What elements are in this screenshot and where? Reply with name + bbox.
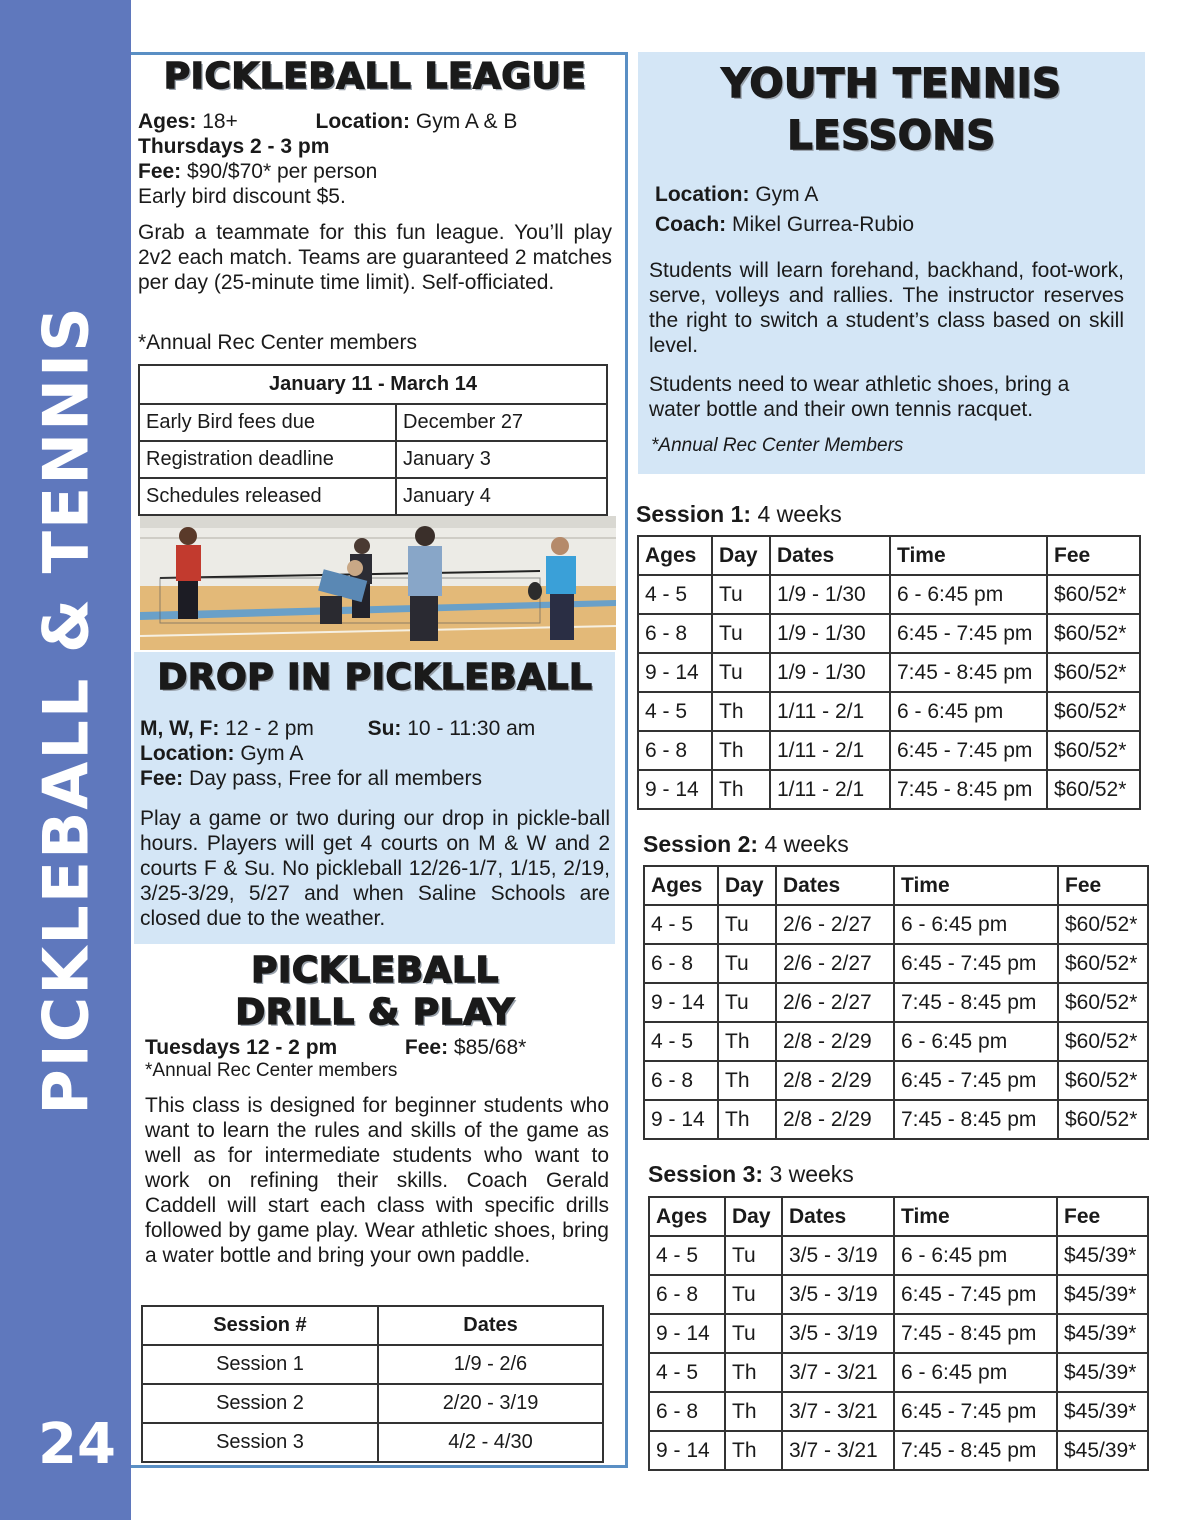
tennis-description-1: Students will learn forehand, backhand, foot-work, serve, volleys and rallies. The instructor reserves the right to switch a student’s class based on skill level.: [649, 259, 1124, 357]
tennis-coach-value: Mikel Gurrea-Rubio: [732, 213, 915, 236]
page-number: 24: [38, 1412, 116, 1477]
dropin-info: [140, 716, 610, 791]
table-row: Early Bird fees due December 27: [139, 404, 607, 441]
session-1-table: Ages Day Dates Time Fee 4 - 5 Tu 1/9 - 1/30 6 - 6:45 pm $60/52* 6 - 8 Tu 1/9 - 1/30 6:45 - 7:45 pm $60/52* 9 - 14 Tu 1/9 - 1/30 7:45 - 8:45 pm $60/52* 4 - 5 Th 1/11 - 2/1 6 - 6:45 pm $60/52* 6 - 8 Th 1/11 - 2/1 6:45 - 7:45 pm $60/52* 9 - 14 Th 1/11 - 2/1 7:45 - 8:45 pm $60/52*: [637, 535, 1141, 810]
table-row: 6 - 8 Th 3/7 - 3/21 6:45 - 7:45 pm $45/39*: [649, 1392, 1148, 1431]
table-row: Session 3 4/2 - 4/30: [142, 1423, 603, 1462]
ages-label: Ages:: [138, 110, 197, 133]
session-2-table: Ages Day Dates Time Fee 4 - 5 Tu 2/6 - 2/27 6 - 6:45 pm $60/52* 6 - 8 Tu 2/6 - 2/27 6:45 - 7:45 pm $60/52* 9 - 14 Tu 2/6 - 2/27 7:45 - 8:45 pm $60/52* 4 - 5 Th 2/8 - 2/29 6 - 6:45 pm $60/52* 6 - 8 Th 2/8 - 2/29 6:45 - 7:45 pm $60/52* 9 - 14 Th 2/8 - 2/29 7:45 - 8:45 pm $60/52*: [643, 865, 1149, 1140]
dropin-description: Play a game or two during our drop in pickle-ball hours. Players will get 4 courts on M & W and 2 courts F & Su. No pickleball 12/26-1/7, 1/15, 2/19, 3/25-3/29, 5/27 and when Saline Schools are closed due to the weather.: [140, 807, 610, 930]
dropin-fee-value: Day pass, Free for all members: [189, 767, 482, 790]
table-row: 4 - 5 Th 3/7 - 3/21 6 - 6:45 pm $45/39*: [649, 1353, 1148, 1392]
table-row: 9 - 14 Tu 2/6 - 2/27 7:45 - 8:45 pm $60/52*: [644, 983, 1148, 1022]
table-row: 6 - 8 Th 2/8 - 2/29 6:45 - 7:45 pm $60/52*: [644, 1061, 1148, 1100]
dropin-sun-label: Su:: [367, 717, 402, 740]
drill-title: PICKLEBALL DRILL & PLAY: [235, 950, 515, 1033]
drill-schedule: Tuesdays 12 - 2 pm: [145, 1036, 338, 1059]
session-2-heading: Session 2: 4 weeks: [643, 831, 849, 857]
fee-label: Fee:: [138, 160, 182, 183]
league-description: Grab a teammate for this fun league. You’ll play 2v2 each match. Teams are guaranteed 2 matches per day (25-minute time limit). Self-officiated.: [138, 221, 612, 294]
session-3-heading: Session 3: 3 weeks: [648, 1161, 854, 1187]
table-row: 6 - 8 Th 1/11 - 2/1 6:45 - 7:45 pm $60/52*: [638, 731, 1140, 770]
league-info: [138, 109, 612, 209]
drill-fee-value: $85/68*: [453, 1036, 527, 1059]
sidebar: [0, 0, 131, 1520]
table-row: 4 - 5 Tu 1/9 - 1/30 6 - 6:45 pm $60/52*: [638, 575, 1140, 614]
dropin-sun-value: 10 - 11:30 am: [407, 717, 536, 740]
tennis-location-value: Gym A: [755, 183, 819, 206]
tennis-coach-label: Coach:: [655, 213, 727, 236]
table-row: 9 - 14 Th 1/11 - 2/1 7:45 - 8:45 pm $60/52*: [638, 770, 1140, 809]
dropin-title: DROP IN PICKLEBALL: [157, 657, 593, 698]
dropin-fee-label: Fee:: [140, 767, 184, 790]
tennis-title: YOUTH TENNIS LESSONS: [721, 61, 1062, 159]
drill-info: [145, 1035, 610, 1060]
league-dates-table: [138, 364, 608, 516]
drill-note: *Annual Rec Center members: [145, 1060, 398, 1081]
table-row: Schedules released January 4: [139, 478, 607, 515]
location-label: Location:: [315, 110, 411, 133]
table-row: 4 - 5 Tu 2/6 - 2/27 6 - 6:45 pm $60/52*: [644, 905, 1148, 944]
drill-fee-label: Fee:: [404, 1036, 449, 1059]
dropin-days-value: 12 - 2 pm: [225, 717, 314, 740]
league-table-header: January 11 - March 14: [139, 365, 607, 404]
table-row: Session 2 2/20 - 3/19: [142, 1384, 603, 1423]
table-row: 4 - 5 Tu 3/5 - 3/19 6 - 6:45 pm $45/39*: [649, 1236, 1148, 1275]
tennis-info: [655, 180, 1125, 240]
fee-value: $90/$70* per person: [187, 160, 378, 183]
pickleball-players-illustration: [140, 516, 616, 650]
dropin-days-label: M, W, F:: [140, 717, 220, 740]
sidebar-title: PICKLEBALL & TENNIS: [29, 305, 103, 1115]
session-3-table: Ages Day Dates Time Fee 4 - 5 Tu 3/5 - 3/19 6 - 6:45 pm $45/39* 6 - 8 Tu 3/5 - 3/19 6:45 - 7:45 pm $45/39* 9 - 14 Tu 3/5 - 3/19 7:45 - 8:45 pm $45/39* 4 - 5 Th 3/7 - 3/21 6 - 6:45 pm $45/39* 6 - 8 Th 3/7 - 3/21 6:45 - 7:45 pm $45/39* 9 - 14 Th 3/7 - 3/21 7:45 - 8:45 pm $45/39*: [648, 1196, 1149, 1471]
table-row: 6 - 8 Tu 3/5 - 3/19 6:45 - 7:45 pm $45/39*: [649, 1275, 1148, 1314]
table-row: 6 - 8 Tu 2/6 - 2/27 6:45 - 7:45 pm $60/52*: [644, 944, 1148, 983]
location-value: Gym A & B: [415, 110, 518, 133]
table-row: 4 - 5 Th 1/11 - 2/1 6 - 6:45 pm $60/52*: [638, 692, 1140, 731]
tennis-location-label: Location:: [655, 183, 750, 206]
early-bird-text: Early bird discount $5.: [138, 185, 346, 208]
dropin-location-value: Gym A: [240, 742, 304, 765]
league-title: PICKLEBALL LEAGUE: [163, 56, 587, 97]
table-row: 9 - 14 Tu 3/5 - 3/19 7:45 - 8:45 pm $45/39*: [649, 1314, 1148, 1353]
table-row: 9 - 14 Th 2/8 - 2/29 7:45 - 8:45 pm $60/52*: [644, 1100, 1148, 1139]
table-row: Session 1 1/9 - 2/6: [142, 1345, 603, 1384]
table-row: 9 - 14 Th 3/7 - 3/21 7:45 - 8:45 pm $45/39*: [649, 1431, 1148, 1470]
table-row: 4 - 5 Th 2/8 - 2/29 6 - 6:45 pm $60/52*: [644, 1022, 1148, 1061]
tennis-note: *Annual Rec Center Members: [651, 435, 904, 456]
table-row: 9 - 14 Tu 1/9 - 1/30 7:45 - 8:45 pm $60/52*: [638, 653, 1140, 692]
drill-description: This class is designed for beginner students who want to learn the rules and skills of the game as well as for intermediate students who want to work on refining their skills. Coach Gerald Caddell will start each class with specific drills followed by game play. Wear athletic shoes, bring a water bottle and bring your own paddle.: [145, 1094, 609, 1267]
pickleball-photo: [140, 516, 616, 650]
ages-value: 18+: [202, 110, 238, 133]
tennis-description-2: Students need to wear athletic shoes, bring a water bottle and their own tennis racquet.: [649, 373, 1070, 421]
table-row: 6 - 8 Tu 1/9 - 1/30 6:45 - 7:45 pm $60/52*: [638, 614, 1140, 653]
league-schedule: Thursdays 2 - 3 pm: [138, 135, 330, 158]
table-row: Registration deadline January 3: [139, 441, 607, 478]
dropin-location-label: Location:: [140, 742, 235, 765]
league-note: *Annual Rec Center members: [138, 331, 417, 354]
drill-sessions-table: Session # Dates Session 1 1/9 - 2/6 Session 2 2/20 - 3/19 Session 3 4/2 - 4/30: [141, 1305, 604, 1463]
session-1-heading: Session 1: 4 weeks: [636, 501, 842, 527]
